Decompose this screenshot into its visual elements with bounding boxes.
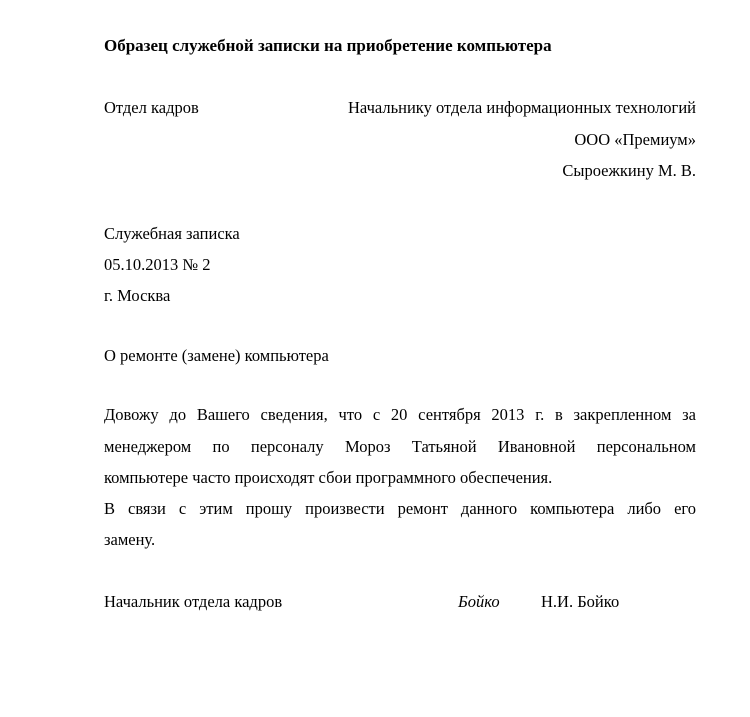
addressee-position: Начальнику отдела информационных технологий [348,98,696,117]
memo-subject: О ремонте (замене) компьютера [104,346,329,365]
addressee-company: ООО «Премиум» [574,130,696,149]
sender-department: Отдел кадров [104,98,199,117]
body-line: замену. [104,530,156,549]
signature: Бойко [458,592,500,611]
body-line: Довожу до Вашего сведения, что с 20 сентября 2013 г. в закрепленном за [104,405,696,424]
body-line: менеджером по персоналу Мороз Татьяной Ивановной персональном [104,437,696,456]
memo-date-number: 05.10.2013 № 2 [104,255,211,274]
memo-city: г. Москва [104,286,171,305]
body-line: В связи с этим прошу произвести ремонт данного компьютера либо его [104,499,696,518]
addressee-name: Сыроежкину М. В. [562,161,696,180]
signatory-name: Н.И. Бойко [541,592,620,611]
document-title: Образец служебной записки на приобретение компьютера [104,36,552,55]
body-line: компьютере часто происходят сбои программного обеспечения. [104,468,553,487]
memo-label: Служебная записка [104,224,240,243]
signatory-position: Начальник отдела кадров [104,592,283,611]
